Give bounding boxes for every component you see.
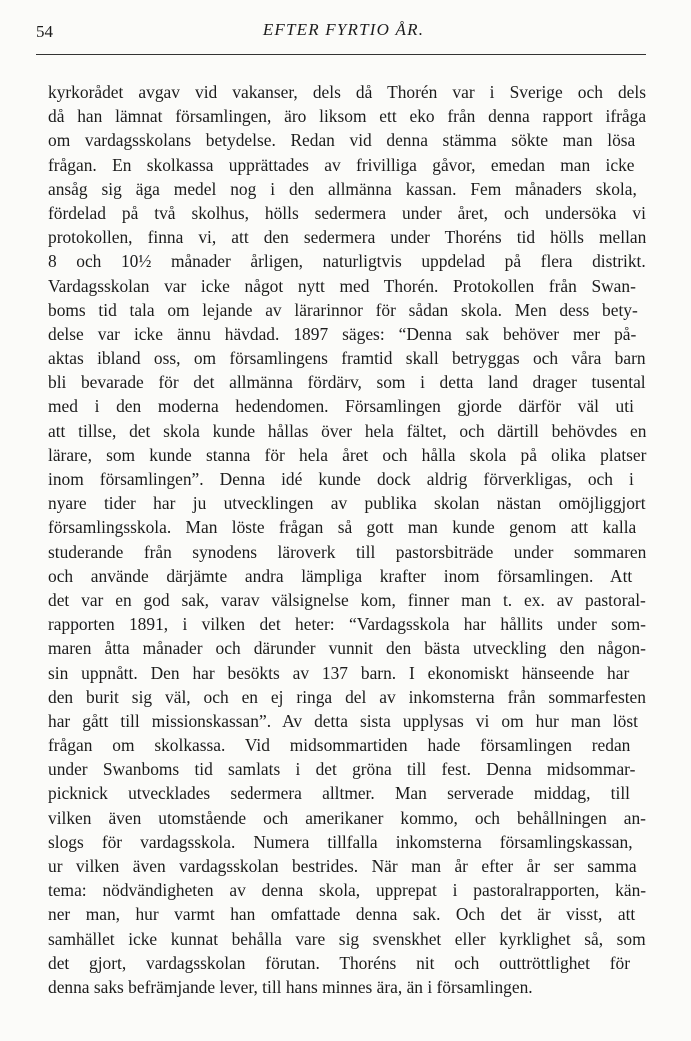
text-line: vilken även utomstående och amerikaner kommo, och behållningen an- bbox=[48, 807, 646, 828]
body-text bbox=[48, 80, 646, 999]
text-line: sin uppnått. Den har besökts av 137 barn. I ekonomiskt hänseende har bbox=[48, 662, 630, 683]
text-line: picknick utvecklades sedermera alltmer. Man serverade middag, till bbox=[48, 783, 630, 804]
text-line: det var en god sak, varav välsignelse kom, finner man t. ex. av pastoral- bbox=[48, 589, 646, 610]
running-title bbox=[0, 20, 691, 40]
page-number: 54 bbox=[36, 22, 53, 41]
text-line: boms tid tala om lejande av lärarinnor för sådan skola. Men dess bety- bbox=[48, 299, 638, 320]
text-line: att tillse, det skola kunde hållas över hela fältet, och därtill behövdes en bbox=[48, 420, 647, 441]
text-line: delse var icke ännu hävdad. 1897 säges: “Denna sak behöver mer på- bbox=[48, 323, 637, 344]
text-line: denna saks befrämjande lever, till hans minnes ära, än i församlingen. bbox=[48, 976, 533, 997]
text-line: frågan. En skolkassa upprättades av frivilliga gåvor, emedan man icke bbox=[48, 154, 635, 175]
text-line: maren åtta månader och därunder vunnit den bästa utveckling den någon- bbox=[48, 638, 646, 659]
text-line: frågan om skolkassa. Vid midsommartiden hade församlingen redan bbox=[48, 735, 631, 756]
text-line: rapporten 1891, i vilken det heter: “Vardagsskola har hållits under som- bbox=[48, 614, 646, 635]
text-line: lärare, som kunde stanna för hela året och hålla skola på olika platser bbox=[48, 444, 647, 465]
text-line: kyrkorådet avgav vid vakanser, dels då Thorén var i Sverige och dels bbox=[48, 82, 646, 102]
text-line: inom församlingen”. Denna idé kunde dock aldrig förverkligas, och i bbox=[48, 469, 634, 489]
text-line: samhället icke kunnat behålla vare sig svenskhet eller kyrklighet så, som bbox=[48, 928, 646, 949]
text-line: ur vilken även vardagsskolan bestrides. När man år efter år ser samma bbox=[48, 856, 637, 876]
text-line: ansåg sig äga medel nog i den allmänna kassan. Fem månaders skola, bbox=[48, 178, 637, 199]
text-line: den burit sig väl, och en ej ringa del av inkomsterna från sommarfesten bbox=[48, 686, 646, 707]
text-line: studerande från synodens läroverk till pastorsbiträde under sommaren bbox=[48, 541, 647, 562]
text-line: slogs för vardagsskola. Numera tillfalla inkomsterna församlingskassan, bbox=[48, 831, 633, 852]
header-rule bbox=[36, 54, 646, 55]
running-title-text: EFTER FYRTIO ÅR. bbox=[262, 20, 425, 39]
text-line: då han lämnat församlingen, äro liksom ett eko från denna rapport ifråga bbox=[48, 106, 647, 127]
text-line: om vardagsskolans betydelse. Redan vid denna stämma sökte man lösa bbox=[48, 130, 636, 151]
text-line: har gått till missionskassan”. Av detta sista upplysas vi om hur man löst bbox=[48, 710, 638, 731]
text-line: nyare tider har ju utvecklingen av publika skolan nästan omöjliggjort bbox=[48, 493, 646, 514]
text-line: protokollen, finna vi, att den sedermera under Thoréns tid hölls mellan bbox=[48, 227, 647, 248]
text-line: Vardagsskolan var icke något nytt med Thorén. Protokollen från Swan- bbox=[48, 275, 636, 296]
text-line: ner man, hur varmt han omfattade denna sak. Och det är visst, att bbox=[48, 904, 636, 925]
text-line: tema: nödvändigheten av denna skola, upprepat i pastoralrapporten, kän- bbox=[48, 880, 647, 901]
text-line: 8 och 10½ månader årligen, naturligtvis uppdelad på flera distrikt. bbox=[48, 251, 646, 272]
text-line: aktas ibland oss, om församlingens framtid skall betryggas och våra barn bbox=[48, 348, 646, 369]
text-line: med i den moderna hedendomen. Församlingen gjorde därför väl uti bbox=[48, 396, 634, 417]
text-line: församlingsskola. Man löste frågan så gott man kunde genom att kalla bbox=[48, 517, 637, 538]
text-line: det gjort, vardagsskolan förutan. Thoréns nit och outtröttlighet för bbox=[48, 952, 631, 973]
text-line: under Swanboms tid samlats i det gröna till fest. Denna midsommar- bbox=[48, 759, 636, 780]
text-line: och använde därjämte andra lämpliga krafter inom församlingen. Att bbox=[48, 565, 633, 586]
text-line: bli bevarade för det allmänna fördärv, som i detta land drager tusental bbox=[48, 372, 646, 393]
text-line: fördelad på två skolhus, hölls sedermera under året, och undersöka vi bbox=[48, 202, 646, 223]
